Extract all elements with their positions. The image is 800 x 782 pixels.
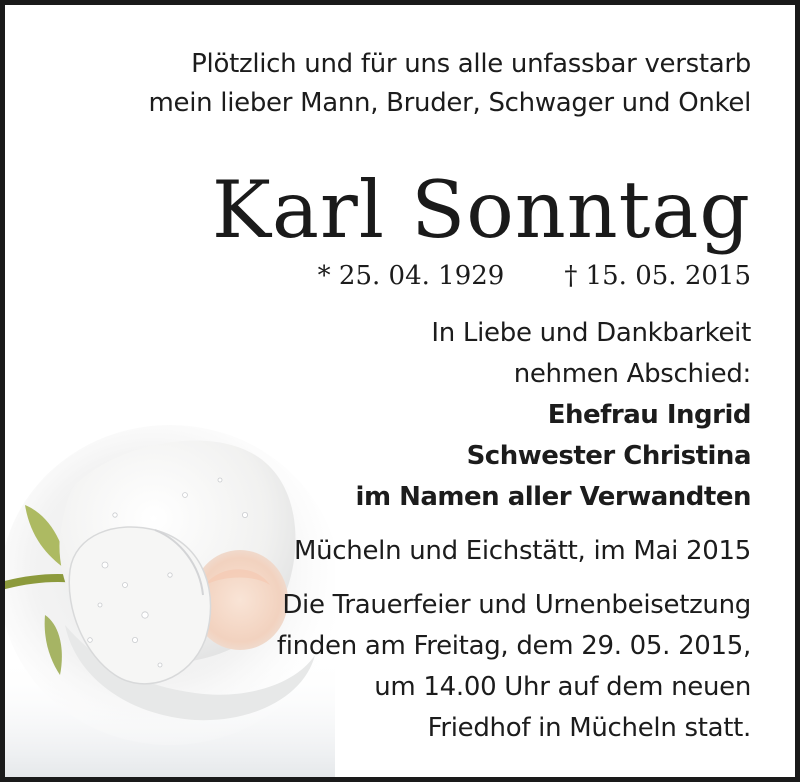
intro-line-2: mein lieber Mann, Bruder, Schwager und Onkel bbox=[148, 88, 751, 118]
place-date: Mücheln und Eichstätt, im Mai 2015 bbox=[293, 536, 751, 566]
mourner-wife: Ehefrau Ingrid bbox=[547, 400, 751, 430]
funeral-line-2: finden am Freitag, dem 29. 05. 2015, bbox=[276, 631, 751, 661]
farewell-line-2: nehmen Abschied: bbox=[513, 359, 751, 389]
funeral-line-3: um 14.00 Uhr auf dem neuen bbox=[374, 672, 751, 702]
mourner-relatives: im Namen aller Verwandten bbox=[355, 482, 751, 512]
deceased-name: Karl Sonntag bbox=[211, 164, 751, 256]
intro-line-1: Plötzlich und für uns alle unfassbar verstarb bbox=[191, 49, 751, 79]
funeral-line-1: Die Trauerfeier und Urnenbeisetzung bbox=[282, 590, 751, 620]
death-date: † 15. 05. 2015 bbox=[564, 261, 751, 291]
farewell-line-1: In Liebe und Dankbarkeit bbox=[431, 318, 751, 348]
funeral-line-4: Friedhof in Mücheln statt. bbox=[427, 713, 751, 743]
farewell-block bbox=[356, 313, 751, 518]
funeral-info bbox=[277, 585, 751, 749]
life-dates bbox=[318, 259, 751, 293]
mourner-sister: Schwester Christina bbox=[466, 441, 751, 471]
intro-text bbox=[148, 45, 751, 123]
birth-date: * 25. 04. 1929 bbox=[317, 261, 505, 291]
